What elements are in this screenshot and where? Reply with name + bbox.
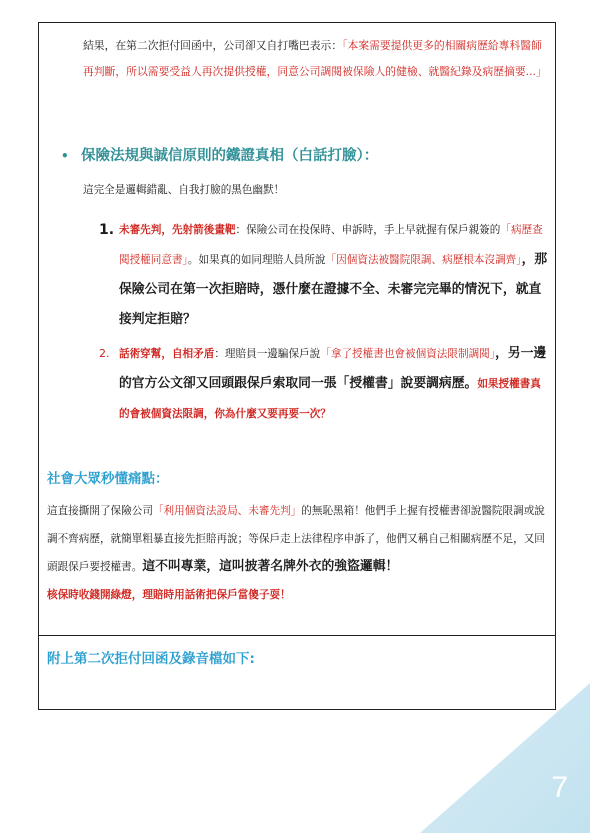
list-item-title: 未審先判，先射箭後畫靶 [119, 224, 236, 236]
page-number: 7 [551, 771, 568, 804]
list-item-emphasis: ，另一邊的官方公文卻又回頭跟保戶索取同一張「授權書」說要調病歷。 [119, 346, 547, 391]
list-item-quote: 「拿了授權書也會被個資法限制調閱」 [320, 348, 496, 360]
section-emphasis: 這不叫專業，這叫披著名牌外衣的強盜邏輯！ [142, 559, 399, 574]
list-item [99, 339, 551, 429]
section-divider [39, 635, 555, 636]
list-item-title: 話術穿幫，自相矛盾 [119, 348, 215, 360]
bullet-marker: • [61, 149, 69, 163]
bullet-heading [61, 143, 541, 169]
list-item [99, 215, 551, 335]
list-item-question: 如果授權書真的會被個資法限調，你為什麼又要再要一次？ [119, 378, 541, 420]
section-paragraph [47, 497, 551, 609]
section-text: 的無恥黑箱！他們手上握有授權書卻說醫院限調或說調不齊病歷，就簡單粗暴直接先拒賠再說；等保戶走上法律程序申訴了，他們又稱自己相關病歷不足，又回頭跟保戶要授權書。 [47, 505, 545, 573]
list-item-emphasis: ，那保險公司在第一次拒賠時，憑什麼在證據不全、未審完完畢的情況下，就直接判定拒賠？ [119, 252, 548, 327]
section-text: 這直接撕開了保險公司 [47, 505, 153, 517]
intro-paragraph [83, 33, 545, 85]
section-quote: 「利用個資法設局、未審先判」 [152, 505, 302, 517]
section-conclusion: 核保時收錢開綠燈，理賠時用話術把保戶當傻子耍！ [47, 589, 291, 601]
list-item-text: ：保險公司在投保時、申訴時，手上早就握有保戶親簽的 [235, 224, 501, 236]
list-item-text: ：理賠員一邊騙保戶說 [214, 348, 321, 360]
intro-quote: 「本案需要提供更多的相關病歷給專科醫師再判斷，所以需要受益人再次提供授權，同意公司調閱被保險人的健檢、就醫紀錄及病歷摘要...」 [83, 39, 547, 78]
bullet-heading-text: 保險法規與誠信原則的鐵證真相（白話打臉）： [81, 148, 379, 164]
list-item-quote: 「因個資法被醫院限調、病歷根本沒調齊」 [325, 254, 522, 266]
bullet-subtext: 這完全是邏輯錯亂、自我打臉的黑色幽默！ [83, 184, 285, 196]
list-item-text: 。如果真的如同理賠人員所說 [187, 254, 326, 266]
list-item-number: 1. [99, 222, 115, 238]
content-frame [38, 22, 556, 710]
section-heading: 社會大眾秒懂痛點： [47, 471, 169, 487]
list-item-quote: 「病歷查閱授權同意書」 [119, 224, 543, 266]
numbered-list [99, 215, 551, 429]
attachment-heading: 附上第二次拒付回函及錄音檔如下: [47, 651, 255, 667]
intro-lead: 結果，在第二次拒付回函中，公司卻又自打嘴巴表示： [83, 39, 343, 52]
list-item-number: 2. [99, 347, 110, 360]
